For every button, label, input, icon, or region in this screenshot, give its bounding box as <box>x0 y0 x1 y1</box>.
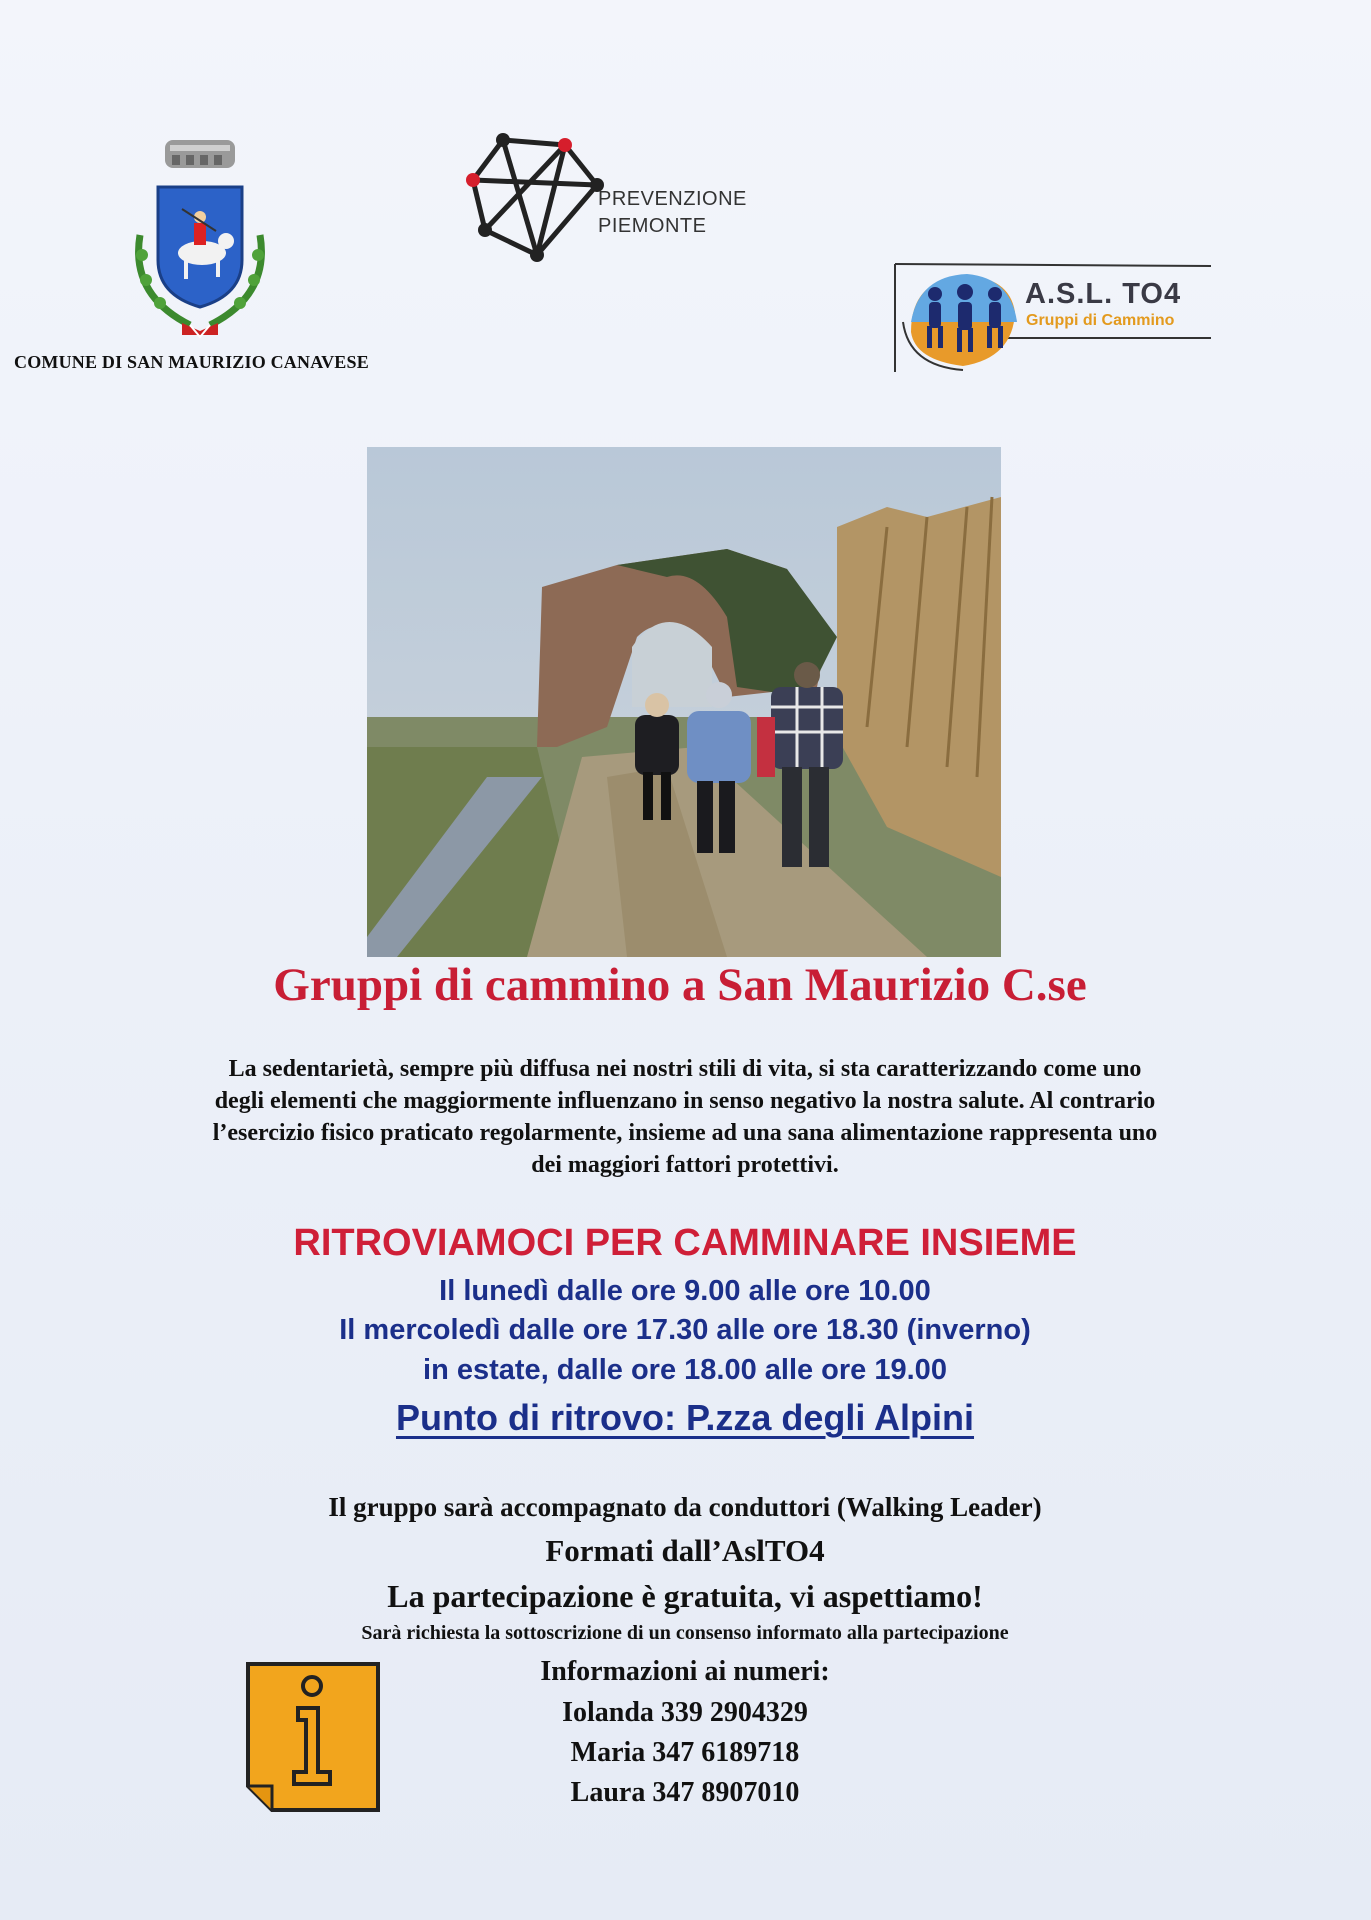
main-title: Gruppi di cammino a San Maurizio C.se <box>273 959 1087 1011</box>
prevenzione-piemonte-logo <box>465 130 605 265</box>
comune-label: COMUNE DI SAN MAURIZIO CANAVESE <box>14 352 369 372</box>
contacts-heading: Informazioni ai numeri: <box>540 1656 830 1687</box>
info-icon <box>244 1660 382 1815</box>
asl-title: A.S.L. TO4 <box>1025 278 1182 310</box>
schedule-line-summer: in estate, dalle ore 18.00 alle ore 19.00 <box>423 1354 947 1386</box>
intro-line-4: dei maggiori fattori protettivi. <box>531 1152 839 1178</box>
intro-line-3: l’esercizio fisico praticato regolarmente, insieme ad una sana alimentazione rappresenta uno <box>212 1120 1158 1146</box>
contact-maria: Maria 347 6189718 <box>570 1737 800 1768</box>
meeting-point-text: Punto di ritrovo: P.zza degli Alpini <box>395 1397 975 1438</box>
walking-group-photo <box>367 447 1001 957</box>
free-participation-line: La partecipazione è gratuita, vi aspettiamo! <box>387 1578 983 1614</box>
asl-subtitle: Gruppi di Cammino <box>1026 312 1175 329</box>
intro-line-1: La sedentarietà, sempre più diffusa nei nostri stili di vita, si sta caratterizzando come uno <box>228 1056 1142 1082</box>
prevenzione-line-1: PREVENZIONE <box>598 188 747 210</box>
consent-line: Sarà richiesta la sottoscrizione di un consenso informato alla partecipazione <box>361 1622 1009 1644</box>
contact-laura: Laura 347 8907010 <box>570 1777 800 1808</box>
schedule-line-wednesday: Il mercoledì dalle ore 17.30 alle ore 18.30 (inverno) <box>339 1314 1031 1346</box>
trained-line: Formati dall’AslTO4 <box>545 1533 825 1568</box>
intro-paragraph <box>110 1053 1260 1181</box>
intro-line-2: degli elementi che maggiormente influenzano in senso negativo la nostra salute. Al contrario <box>214 1088 1156 1114</box>
schedule-line-monday: Il lunedì dalle ore 9.00 alle ore 10.00 <box>439 1275 931 1307</box>
contact-iolanda: Iolanda 339 2904329 <box>562 1697 808 1728</box>
meeting-point <box>0 1397 1370 1439</box>
schedule-heading: RITROVIAMOCI PER CAMMINARE INSIEME <box>293 1222 1077 1264</box>
leaders-line: Il gruppo sarà accompagnato da conduttori (Walking Leader) <box>328 1492 1042 1522</box>
prevenzione-line-2: PIEMONTE <box>598 215 707 237</box>
prevenzione-piemonte-text <box>598 186 747 240</box>
comune-coat-of-arms-logo <box>120 135 280 345</box>
